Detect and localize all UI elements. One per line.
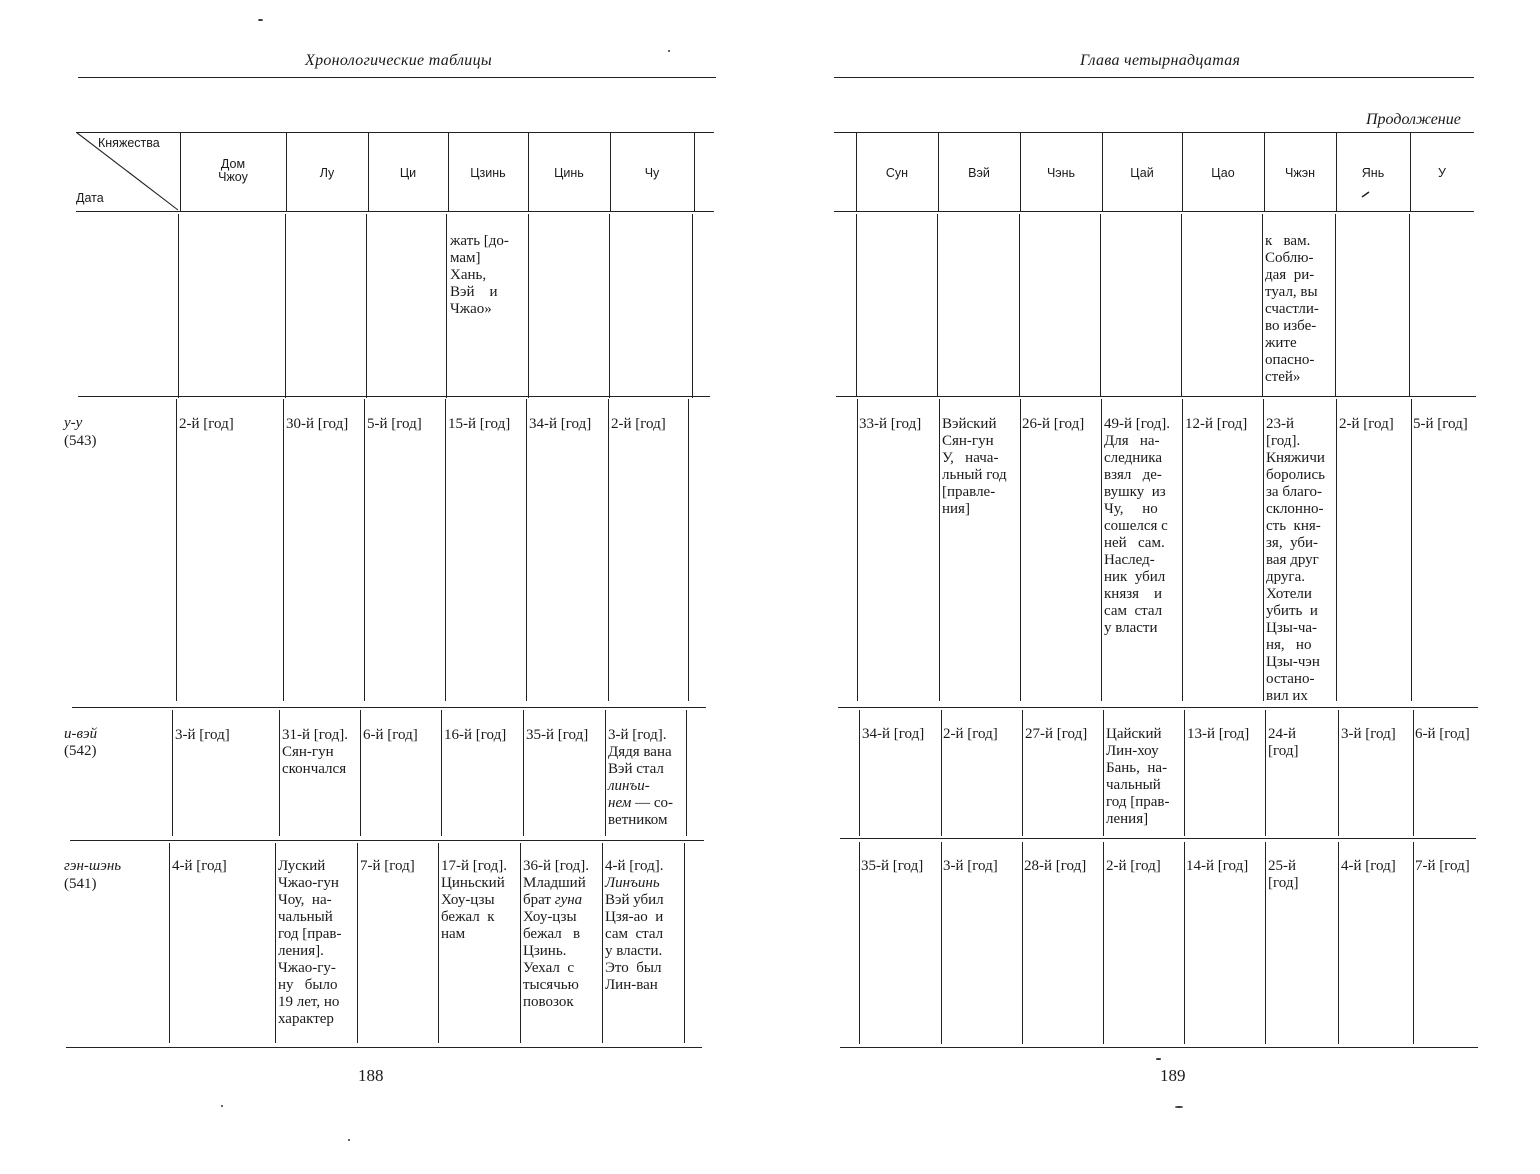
- cell-row2-zhou: 3-й [год]: [175, 727, 230, 743]
- running-head-left: Хронологические таблицы: [305, 52, 493, 69]
- col-header-zheng: Чжэн: [1285, 166, 1315, 180]
- col-header-jin: Цзинь: [470, 166, 506, 180]
- cell-row1-lu: 30-й [год]: [286, 416, 349, 432]
- continuation-label: Продолжение: [1366, 111, 1461, 128]
- col-header-qin: Цинь: [554, 166, 584, 180]
- cell-row2-chen: 27-й [год]: [1025, 726, 1088, 742]
- cell-row0-jin: жать [до- мам] Хань, Вэй и Чжао»: [450, 233, 509, 317]
- date-row1: у-у: [64, 415, 83, 431]
- col-header-chen: Чэнь: [1046, 166, 1076, 180]
- cell-row3-lu: Луский Чжао-гун Чоу, на- чальный год [прав- ления]. Чжао-гу- ну было 19 лет, но характер: [278, 858, 342, 1027]
- row-rule-right-2: [838, 707, 1478, 708]
- running-head-right: Глава четырнадцатая: [1080, 52, 1241, 69]
- cell-row3-wei: 3-й [год]: [943, 858, 998, 874]
- col-header-lu: Лу: [319, 166, 335, 180]
- cell-row2-song: 34-й [год]: [862, 726, 925, 742]
- cell-row2-chu: 3-й [год]. Дядя вана Вэй стал линъи- нем — со- ветником: [608, 727, 673, 828]
- corner-label-principalities: Княжества: [98, 136, 160, 150]
- row-rule-left-3: [70, 840, 704, 841]
- col-header-song: Сун: [885, 166, 909, 180]
- cell-row3-cao: 14-й [год]: [1186, 858, 1249, 874]
- col-header-qi: Ци: [399, 166, 417, 180]
- col-header-wei: Вэй: [968, 166, 990, 180]
- col-header-cao: Цао: [1211, 166, 1235, 180]
- cell-row3-jin: 17-й [год]. Циньский Хоу-цзы бежал к нам: [441, 858, 507, 942]
- cell-row3-qin: 36-й [год]. Младший брат гуна Хоу-цзы бежал в Цзинь. Уехал с тысячью повозок: [523, 858, 589, 1010]
- page-number-left: 188: [358, 1066, 384, 1085]
- year-row3: (541): [64, 876, 97, 892]
- cell-row2-lu: 31-й [год]. Сян-гун скончался: [282, 727, 348, 777]
- corner-label-date: Дата: [76, 191, 104, 205]
- date-row3: гэн-шэнь: [64, 858, 122, 874]
- cell-row3-chu: 4-й [год]. Линъинь Вэй убил Цзя-ао и сам стал у власти. Это был Лин-ван: [605, 858, 664, 993]
- date-row2: и-вэй: [64, 726, 98, 742]
- cell-row1-jin: 15-й [год]: [448, 416, 511, 432]
- cell-row2-yan: 3-й [год]: [1341, 726, 1396, 742]
- cell-row3-chen: 28-й [год]: [1024, 858, 1087, 874]
- page-number-right: 189: [1160, 1066, 1186, 1085]
- table-top-rule-right: [834, 132, 1474, 133]
- row-rule-right-1: [836, 396, 1476, 397]
- row-rule-right-3: [840, 838, 1476, 839]
- cell-row1-zheng: 23-й [год]. Княжичи боролись за благо- склонно- сть кня- зя, уби- вая друг друга. Хотели убить и Цзы-ча- ня, но Цзы-чэн остано- вил их: [1266, 416, 1325, 704]
- cell-row3-yan: 4-й [год]: [1341, 858, 1396, 874]
- cell-row1-chu: 2-й [год]: [611, 416, 666, 432]
- cell-row3-song: 35-й [год]: [861, 858, 924, 874]
- cell-row1-qin: 34-й [год]: [529, 416, 592, 432]
- cell-row1-wu: 5-й [год]: [1413, 416, 1468, 432]
- cell-row2-zheng: 24-й [год]: [1268, 726, 1299, 759]
- cell-row3-wu: 7-й [год]: [1415, 858, 1470, 874]
- head-rule-left: [78, 77, 716, 78]
- cell-row2-wei: 2-й [год]: [943, 726, 998, 742]
- year-row1: (543): [64, 433, 97, 449]
- col-header-yan: Янь: [1361, 166, 1385, 180]
- cell-row1-qi: 5-й [год]: [367, 416, 422, 432]
- cell-row3-cai: 2-й [год]: [1106, 858, 1161, 874]
- cell-row1-cai: 49-й [год]. Для на- следника взял де- вушку из Чу, но сошелся с ней сам. Наслед- ник убил князя и сам стал у власти: [1104, 416, 1170, 636]
- cell-row2-cao: 13-й [год]: [1187, 726, 1250, 742]
- col-header-chu: Чу: [644, 166, 660, 180]
- col-header-zhou: Дом Чжоу: [218, 157, 248, 184]
- table-bottom-rule-right: [840, 1047, 1478, 1048]
- row-rule-left-1: [78, 396, 710, 397]
- cell-row1-cao: 12-й [год]: [1185, 416, 1248, 432]
- cell-row2-cai: Цайский Лин-хоу Бань, на- чальный год [прав- ления]: [1106, 726, 1170, 827]
- tick-mark: [1361, 190, 1371, 198]
- cell-row1-yan: 2-й [год]: [1339, 416, 1394, 432]
- cell-row3-zhou: 4-й [год]: [172, 858, 227, 874]
- cell-row3-qi: 7-й [год]: [360, 858, 415, 874]
- cell-row2-wu: 6-й [год]: [1415, 726, 1470, 742]
- cell-row1-song: 33-й [год]: [859, 416, 922, 432]
- cell-row2-qi: 6-й [год]: [363, 727, 418, 743]
- table-bottom-rule-left: [66, 1047, 702, 1048]
- year-row2: (542): [64, 743, 97, 759]
- header-bottom-rule-right: [834, 211, 1474, 212]
- cell-row0-zheng: к вам. Соблю- дая ри- туал, вы счастли- во избе- жите опасно- стей»: [1265, 233, 1319, 385]
- row-rule-left-2: [72, 707, 706, 708]
- cell-row1-chen: 26-й [год]: [1022, 416, 1085, 432]
- right-page: [770, 0, 1540, 1174]
- head-rule-right: [834, 77, 1474, 78]
- col-header-wu: У: [1438, 166, 1446, 180]
- cell-row1-zhou: 2-й [год]: [179, 416, 234, 432]
- cell-row2-jin: 16-й [год]: [444, 727, 507, 743]
- cell-row1-wei: Вэйский Сян-гун У, нача- льный год [правле- ния]: [942, 416, 1007, 517]
- col-header-cai: Цай: [1130, 166, 1154, 180]
- cell-row2-qin: 35-й [год]: [526, 727, 589, 743]
- cell-row3-zheng: 25-й [год]: [1268, 858, 1299, 891]
